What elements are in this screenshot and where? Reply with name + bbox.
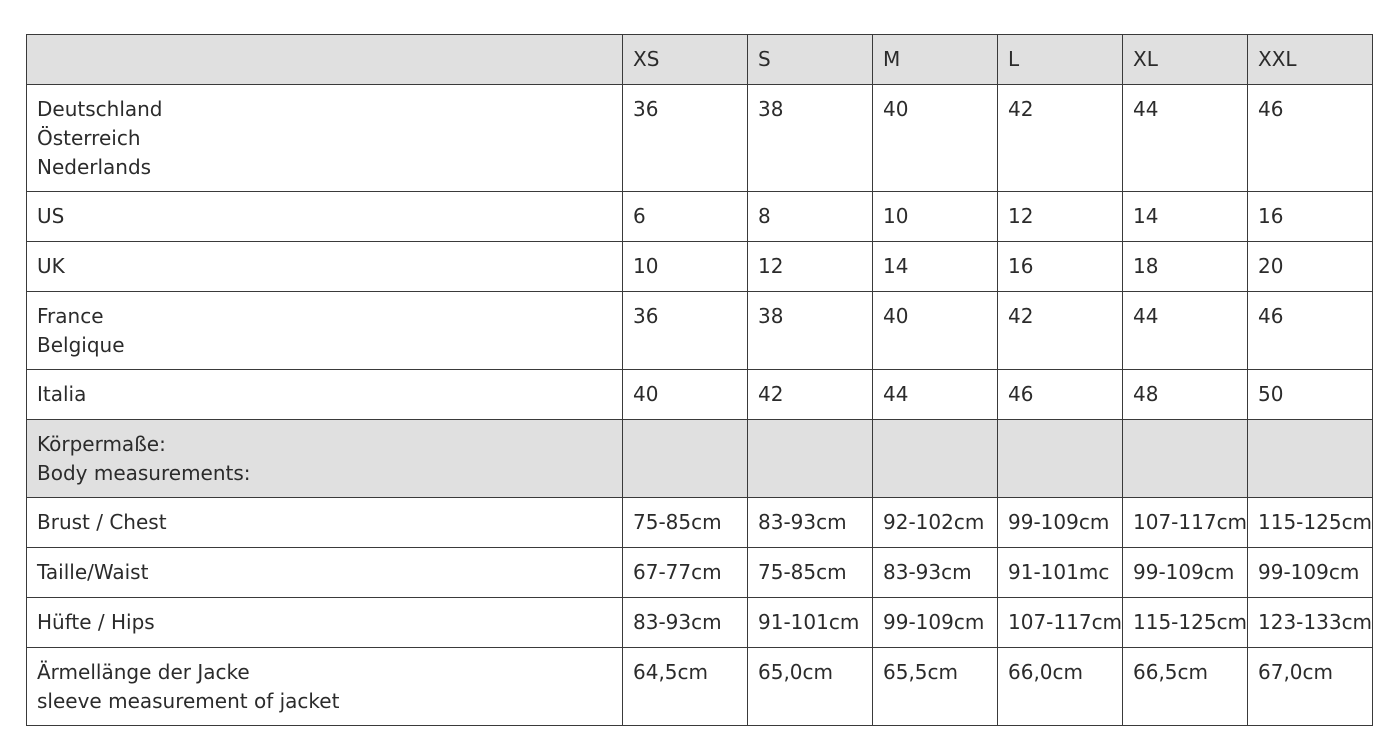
size-value-cell: 99-109cm [1248, 548, 1373, 598]
row-label-cell [27, 242, 623, 292]
size-value-cell: 44 [873, 370, 998, 420]
size-value-cell: 75-85cm [748, 548, 873, 598]
row-label-cell [27, 648, 623, 726]
size-value-cell: 91-101cm [748, 598, 873, 648]
size-value-cell [998, 420, 1123, 498]
header-size-xxl: XXL [1248, 35, 1373, 85]
size-value-cell: 99-109cm [873, 598, 998, 648]
size-chart-table [26, 34, 1373, 726]
header-corner-cell [27, 35, 623, 85]
size-value-cell: 83-93cm [873, 548, 998, 598]
size-value-cell: 12 [998, 192, 1123, 242]
size-value-cell: 36 [623, 292, 748, 370]
row-label-line: sleeve measurement of jacket [37, 689, 340, 713]
size-value-cell: 46 [998, 370, 1123, 420]
size-value-cell: 8 [748, 192, 873, 242]
table-row [27, 242, 1373, 292]
row-label-cell [27, 192, 623, 242]
row-label-cell [27, 292, 623, 370]
row-label-cell [27, 420, 623, 498]
row-label-line: Belgique [37, 333, 125, 357]
size-value-cell: 38 [748, 292, 873, 370]
size-value-cell: 20 [1248, 242, 1373, 292]
row-label-line: UK [37, 254, 65, 278]
size-value-cell: 67-77cm [623, 548, 748, 598]
size-value-cell: 42 [998, 85, 1123, 192]
size-value-cell: 46 [1248, 85, 1373, 192]
row-label-line: Body measurements: [37, 461, 251, 485]
size-value-cell: 18 [1123, 242, 1248, 292]
row-label-line: Nederlands [37, 155, 152, 179]
size-value-cell: 66,5cm [1123, 648, 1248, 726]
size-value-cell: 10 [623, 242, 748, 292]
row-label-cell [27, 498, 623, 548]
size-value-cell [873, 420, 998, 498]
size-value-cell: 14 [1123, 192, 1248, 242]
table-row [27, 548, 1373, 598]
size-value-cell [1123, 420, 1248, 498]
header-row [27, 35, 1373, 85]
size-value-cell: 10 [873, 192, 998, 242]
size-value-cell: 40 [873, 85, 998, 192]
size-value-cell: 99-109cm [1123, 548, 1248, 598]
row-label-line: Hüfte / Hips [37, 610, 155, 634]
size-value-cell: 40 [873, 292, 998, 370]
size-value-cell: 75-85cm [623, 498, 748, 548]
row-label-cell [27, 85, 623, 192]
table-row [27, 598, 1373, 648]
size-value-cell: 83-93cm [623, 598, 748, 648]
size-value-cell: 91-101mc [998, 548, 1123, 598]
table-row [27, 420, 1373, 498]
row-label-line: US [37, 204, 65, 228]
size-value-cell: 16 [998, 242, 1123, 292]
size-value-cell: 48 [1123, 370, 1248, 420]
row-label-line: France [37, 304, 104, 328]
header-size-xl: XL [1123, 35, 1248, 85]
row-label-cell [27, 598, 623, 648]
row-label-line: Italia [37, 382, 87, 406]
size-value-cell: 44 [1123, 85, 1248, 192]
table-row [27, 85, 1373, 192]
table-row [27, 370, 1373, 420]
size-value-cell: 115-125cm [1123, 598, 1248, 648]
row-label-line: Deutschland [37, 97, 163, 121]
size-value-cell: 123-133cm [1248, 598, 1373, 648]
size-value-cell: 6 [623, 192, 748, 242]
size-value-cell: 16 [1248, 192, 1373, 242]
header-size-s: S [748, 35, 873, 85]
header-size-m: M [873, 35, 998, 85]
row-label-cell [27, 548, 623, 598]
size-value-cell: 107-117cm [998, 598, 1123, 648]
row-label-line: Taille/Waist [37, 560, 149, 584]
size-value-cell: 36 [623, 85, 748, 192]
table-row [27, 648, 1373, 726]
size-value-cell: 50 [1248, 370, 1373, 420]
row-label-line: Brust / Chest [37, 510, 167, 534]
size-value-cell: 42 [748, 370, 873, 420]
size-chart-body [27, 35, 1373, 726]
size-value-cell: 38 [748, 85, 873, 192]
size-value-cell: 66,0cm [998, 648, 1123, 726]
size-value-cell: 92-102cm [873, 498, 998, 548]
size-value-cell: 67,0cm [1248, 648, 1373, 726]
row-label-cell [27, 370, 623, 420]
size-value-cell: 42 [998, 292, 1123, 370]
size-value-cell: 64,5cm [623, 648, 748, 726]
size-value-cell: 44 [1123, 292, 1248, 370]
row-label-line: Ärmellänge der Jacke [37, 660, 250, 684]
table-row [27, 292, 1373, 370]
size-value-cell: 12 [748, 242, 873, 292]
size-value-cell: 14 [873, 242, 998, 292]
row-label-line: Österreich [37, 126, 141, 150]
size-value-cell: 65,0cm [748, 648, 873, 726]
table-row [27, 498, 1373, 548]
size-value-cell [748, 420, 873, 498]
size-value-cell [1248, 420, 1373, 498]
size-value-cell: 65,5cm [873, 648, 998, 726]
size-value-cell: 107-117cm [1123, 498, 1248, 548]
size-value-cell: 99-109cm [998, 498, 1123, 548]
header-size-l: L [998, 35, 1123, 85]
header-size-xs: XS [623, 35, 748, 85]
size-value-cell: 46 [1248, 292, 1373, 370]
row-label-line: Körpermaße: [37, 432, 166, 456]
size-value-cell: 83-93cm [748, 498, 873, 548]
size-value-cell: 40 [623, 370, 748, 420]
table-row [27, 192, 1373, 242]
size-value-cell: 115-125cm [1248, 498, 1373, 548]
size-value-cell [623, 420, 748, 498]
